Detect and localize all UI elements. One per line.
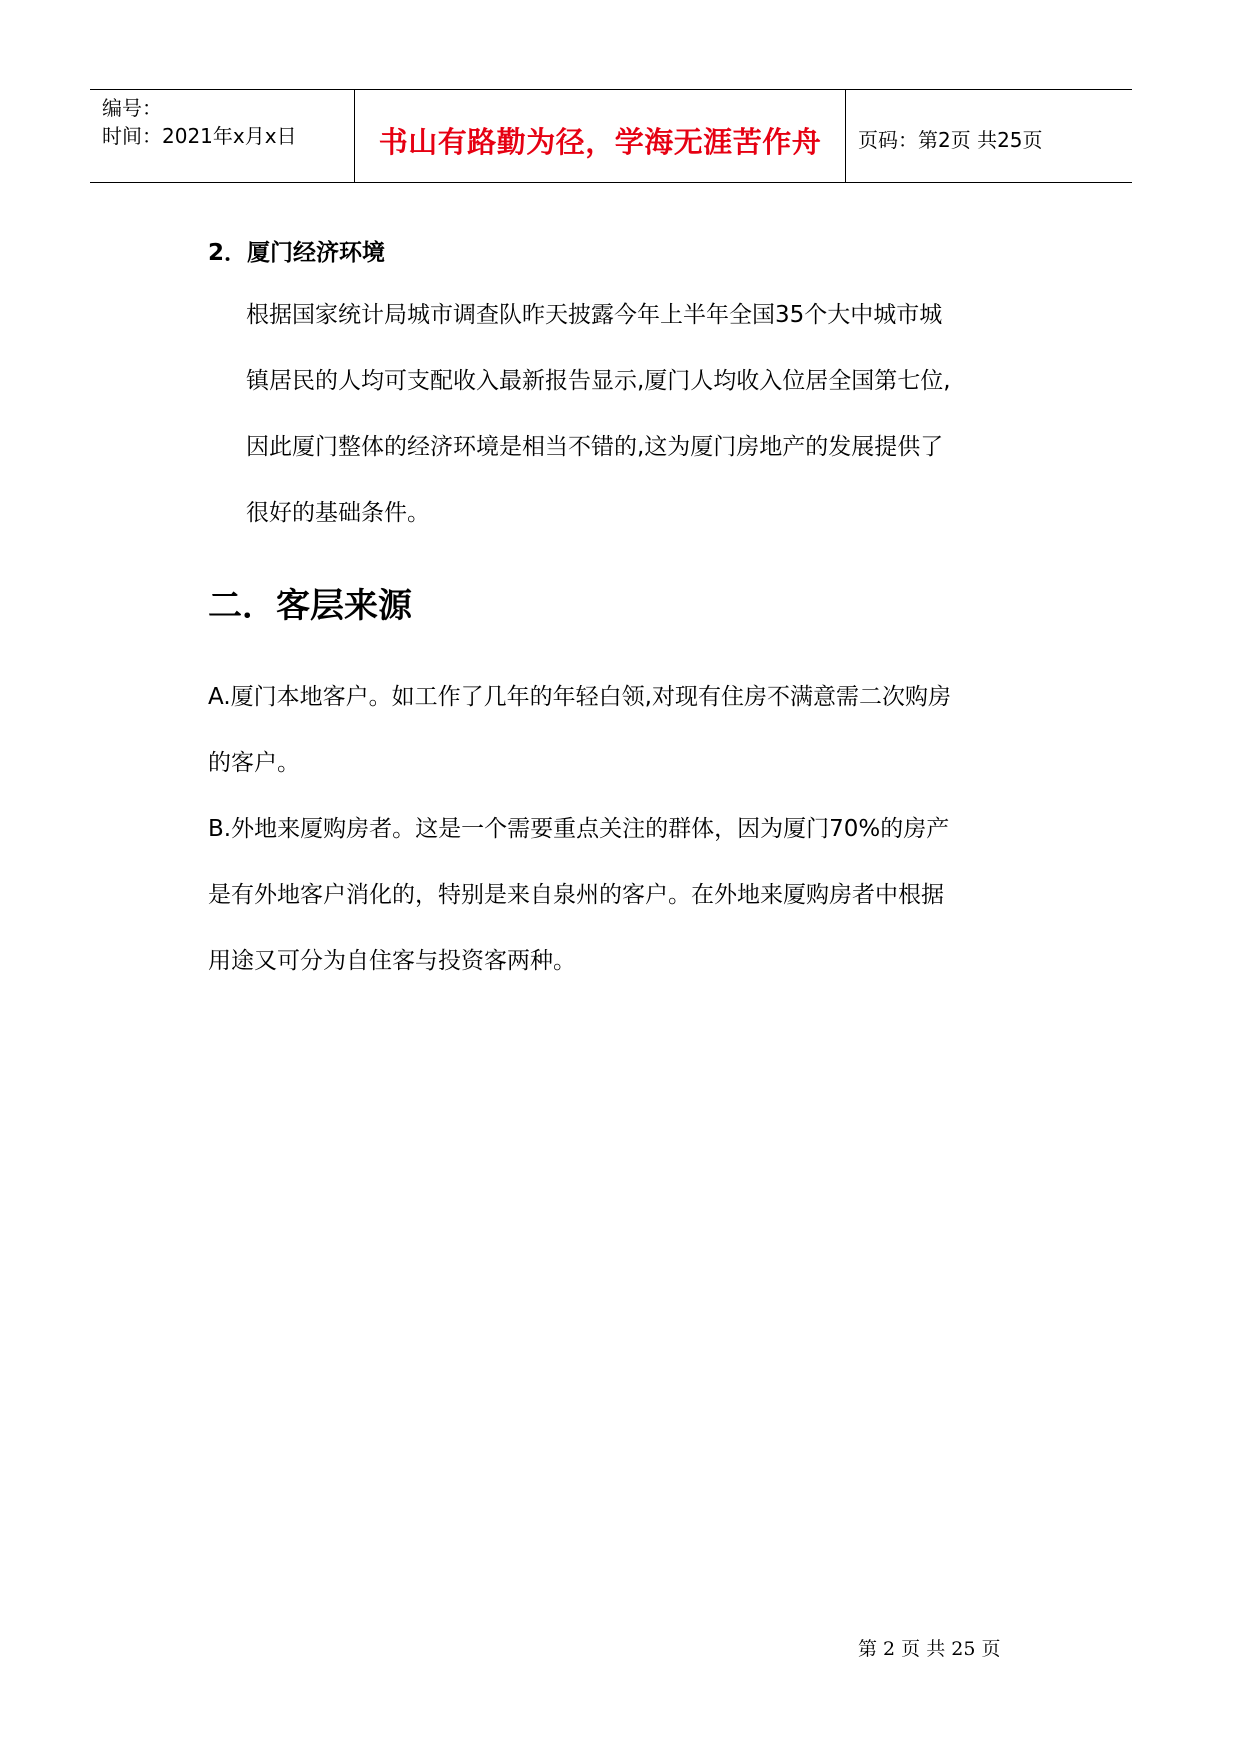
chapter-line: 的客户。 <box>208 750 300 776</box>
paragraph-line: 根据国家统计局城市调查队昨天披露今年上半年全国35个大中城市城 <box>246 302 943 328</box>
motto-text: 书山有路勤为径，学海无涯苦作舟 <box>378 125 822 159</box>
time-label: 时间：2021年x月x日 <box>102 124 297 148</box>
header-motto-cell <box>355 90 846 182</box>
section-heading: 2．厦门经济环境 <box>208 240 386 266</box>
header-page-cell <box>846 90 1132 182</box>
document-header <box>90 89 1132 183</box>
chapter-line: 是有外地客户消化的，特别是来自泉州的客户。在外地来厦购房者中根据 <box>208 882 944 908</box>
header-info-cell <box>90 90 355 182</box>
chapter-line: B.外地来厦购房者。这是一个需要重点关注的群体，因为厦门70%的房产 <box>208 816 950 842</box>
chapter-line: 用途又可分为自住客与投资客两种。 <box>208 948 576 974</box>
paragraph-line: 很好的基础条件。 <box>246 500 430 526</box>
page-footer: 第 2 页 共 25 页 <box>858 1638 1001 1660</box>
paragraph-line: 因此厦门整体的经济环境是相当不错的,这为厦门房地产的发展提供了 <box>246 434 944 460</box>
serial-number-label: 编号： <box>102 96 162 120</box>
chapter-title: 二．客层来源 <box>208 586 412 626</box>
paragraph-line: 镇居民的人均可支配收入最新报告显示,厦门人均收入位居全国第七位, <box>246 368 951 394</box>
page-code: 页码：第2页 共25页 <box>858 128 1043 152</box>
chapter-line: A.厦门本地客户。如工作了几年的年轻白领,对现有住房不满意需二次购房 <box>208 684 951 710</box>
